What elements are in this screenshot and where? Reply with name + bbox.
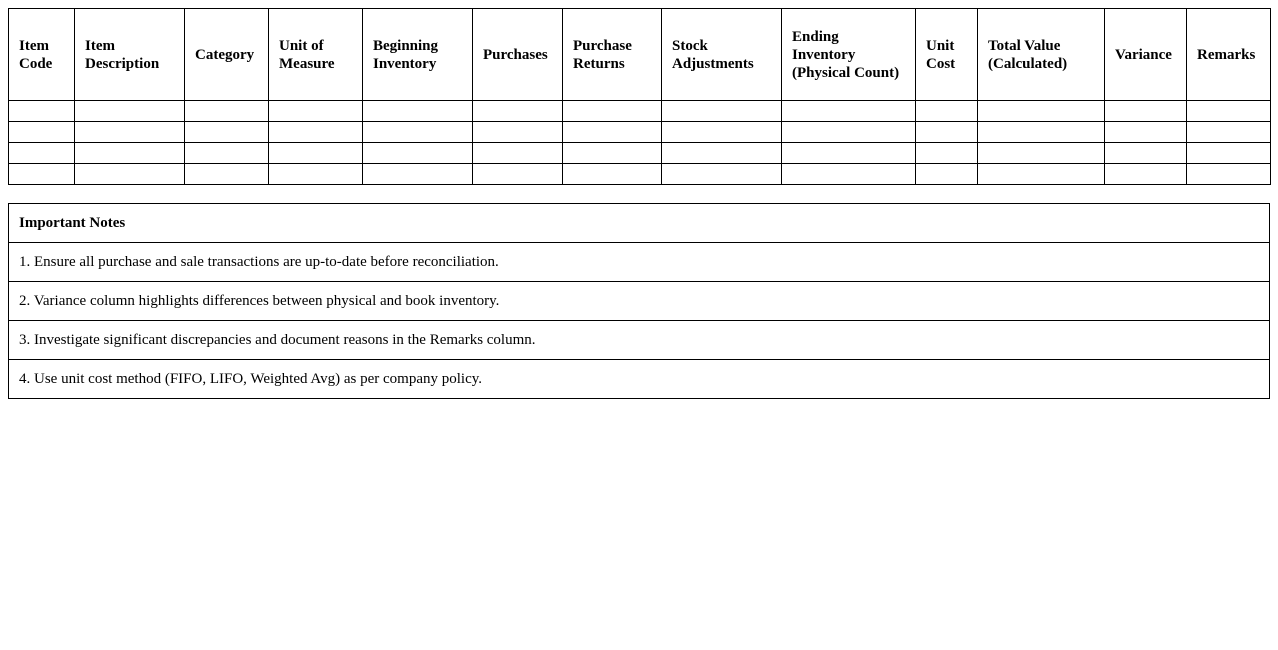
column-header-unit-of-measure: Unit of Measure <box>269 9 363 101</box>
column-header-unit-cost: Unit Cost <box>916 9 978 101</box>
table-cell[interactable] <box>9 122 75 143</box>
table-cell[interactable] <box>75 143 185 164</box>
table-cell[interactable] <box>916 122 978 143</box>
list-item <box>9 321 1270 360</box>
table-cell[interactable] <box>473 122 563 143</box>
table-cell[interactable] <box>269 143 363 164</box>
table-cell[interactable] <box>563 164 662 185</box>
table-cell[interactable] <box>662 122 782 143</box>
note-item: 3. Investigate significant discrepancies and document reasons in the Remarks column. <box>9 321 1270 360</box>
column-header-remarks: Remarks <box>1187 9 1271 101</box>
table-cell[interactable] <box>363 143 473 164</box>
table-cell[interactable] <box>75 164 185 185</box>
table-cell[interactable] <box>473 143 563 164</box>
note-item: 1. Ensure all purchase and sale transactions are up-to-date before reconciliation. <box>9 243 1270 282</box>
table-row <box>9 164 1271 185</box>
table-cell[interactable] <box>269 164 363 185</box>
notes-header-row <box>9 204 1270 243</box>
table-cell[interactable] <box>1105 101 1187 122</box>
table-cell[interactable] <box>185 143 269 164</box>
table-cell[interactable] <box>1187 143 1271 164</box>
important-notes-table <box>8 203 1270 399</box>
table-cell[interactable] <box>782 164 916 185</box>
inventory-reconciliation-table <box>8 8 1271 185</box>
table-cell[interactable] <box>9 143 75 164</box>
table-cell[interactable] <box>1105 143 1187 164</box>
table-cell[interactable] <box>1105 122 1187 143</box>
table-cell[interactable] <box>363 164 473 185</box>
column-header-category: Category <box>185 9 269 101</box>
column-header-item-description: Item Description <box>75 9 185 101</box>
table-row <box>9 122 1271 143</box>
note-item: 2. Variance column highlights differences between physical and book inventory. <box>9 282 1270 321</box>
list-item <box>9 243 1270 282</box>
table-cell[interactable] <box>782 101 916 122</box>
table-cell[interactable] <box>1187 101 1271 122</box>
table-cell[interactable] <box>662 101 782 122</box>
table-cell[interactable] <box>269 101 363 122</box>
table-cell[interactable] <box>75 101 185 122</box>
document-body <box>8 8 1270 399</box>
table-cell[interactable] <box>363 122 473 143</box>
column-header-beginning-inventory: Beginning Inventory <box>363 9 473 101</box>
table-cell[interactable] <box>363 101 473 122</box>
column-header-ending-inventory: Ending Inventory (Physical Count) <box>782 9 916 101</box>
table-cell[interactable] <box>1187 122 1271 143</box>
table-cell[interactable] <box>473 164 563 185</box>
table-row <box>9 143 1271 164</box>
table-cell[interactable] <box>662 143 782 164</box>
notes-title: Important Notes <box>9 204 1270 243</box>
table-cell[interactable] <box>473 101 563 122</box>
column-header-item-code: Item Code <box>9 9 75 101</box>
table-cell[interactable] <box>563 122 662 143</box>
table-cell[interactable] <box>185 122 269 143</box>
table-cell[interactable] <box>782 143 916 164</box>
column-header-variance: Variance <box>1105 9 1187 101</box>
table-row <box>9 101 1271 122</box>
table-cell[interactable] <box>185 164 269 185</box>
table-cell[interactable] <box>978 101 1105 122</box>
table-cell[interactable] <box>1187 164 1271 185</box>
column-header-stock-adjustments: Stock Adjustments <box>662 9 782 101</box>
table-cell[interactable] <box>782 122 916 143</box>
table-cell[interactable] <box>269 122 363 143</box>
table-cell[interactable] <box>978 122 1105 143</box>
list-item <box>9 360 1270 399</box>
column-header-total-value: Total Value (Calculated) <box>978 9 1105 101</box>
table-cell[interactable] <box>916 164 978 185</box>
column-header-purchases: Purchases <box>473 9 563 101</box>
table-cell[interactable] <box>978 143 1105 164</box>
table-cell[interactable] <box>9 164 75 185</box>
note-item: 4. Use unit cost method (FIFO, LIFO, Weighted Avg) as per company policy. <box>9 360 1270 399</box>
table-cell[interactable] <box>916 143 978 164</box>
table-cell[interactable] <box>75 122 185 143</box>
table-cell[interactable] <box>563 101 662 122</box>
table-cell[interactable] <box>662 164 782 185</box>
table-cell[interactable] <box>1105 164 1187 185</box>
table-cell[interactable] <box>185 101 269 122</box>
table-header-row <box>9 9 1271 101</box>
table-cell[interactable] <box>563 143 662 164</box>
table-cell[interactable] <box>978 164 1105 185</box>
table-cell[interactable] <box>9 101 75 122</box>
table-cell[interactable] <box>916 101 978 122</box>
column-header-purchase-returns: Purchase Returns <box>563 9 662 101</box>
list-item <box>9 282 1270 321</box>
